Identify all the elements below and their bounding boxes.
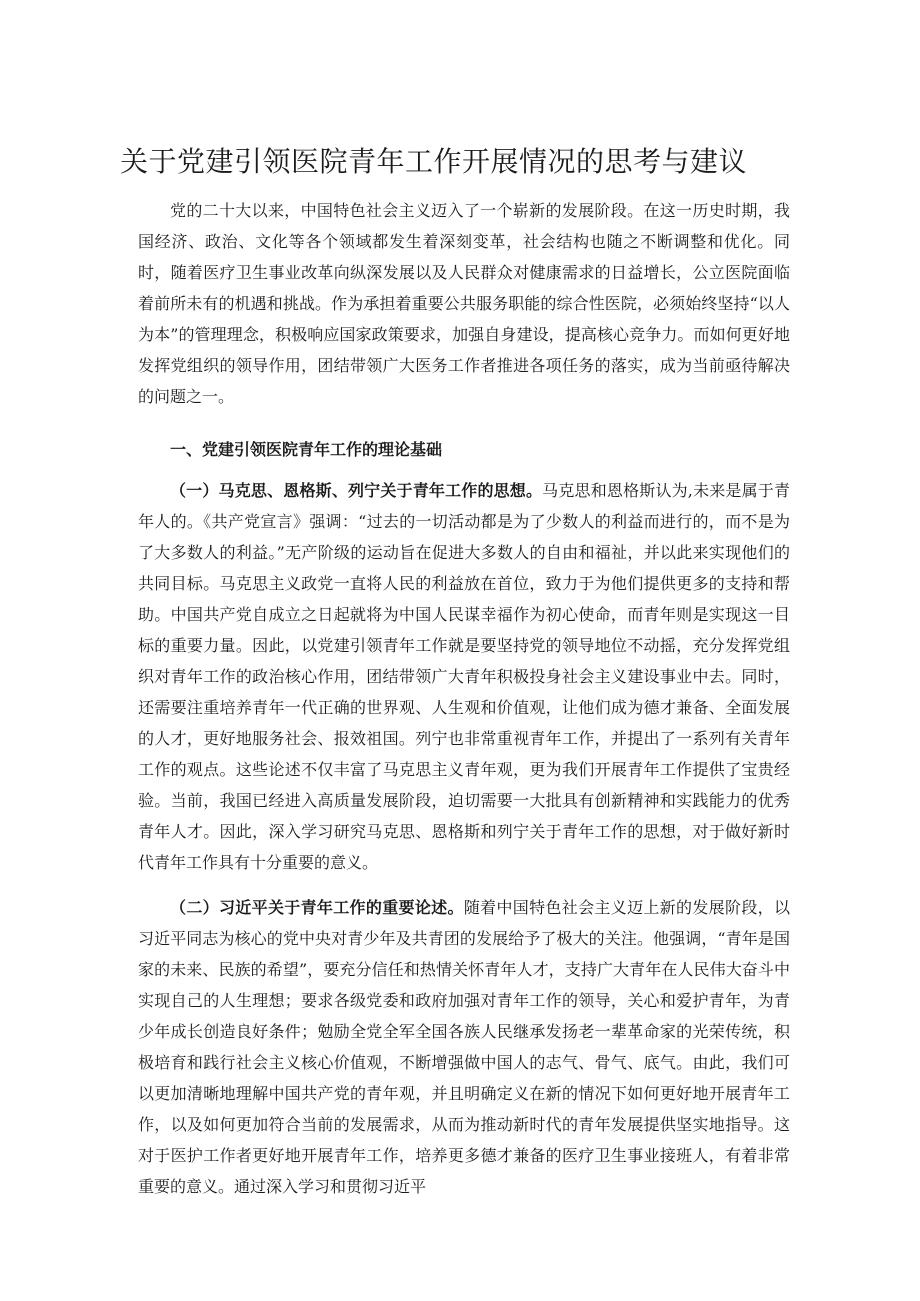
section-heading-1: 一、党建引领医院青年工作的理论基础 bbox=[170, 440, 443, 459]
subsection-1-text: 马克思和恩格斯认为,未来是属于青年人的。《共产党宣言》强调：“过去的一切活动都是为了少数人的利益而进行的，而不是为了大多数人的利益。”无产阶级的运动旨在促进大多数人的自由和福祉，并以此来实现他们的共同目标。马克思主义政党一直将人民的利益放在首位，致力于为他们提供更多的支持和帮助。中国共产党自成立之日起就将为中国人民谋幸福作为初心使命，而青年则是实现这一目标的重要力量。因此，以党建引领青年工作就是要坚持党的领导地位不动摇，充分发挥党组织对青年工作的政治核心作用，团结带领广大青年积极投身社会主义建设事业中去。同时，还需要注重培养青年一代正确的世界观、人生观和价值观，让他们成为德才兼备、全面发展的人才，更好地服务社会、报效祖国。列宁也非常重视青年工作，并提出了一系列有关青年工作的观点。这些论述不仅丰富了马克思主义青年观，更为我们开展青年工作提供了宝贵经验。当前，我国已经进入高质量发展阶段，迫切需要一大批具有创新精神和实践能力的优秀青年人才。因此，深入学习研究马克思、恩格斯和列宁关于青年工作的思想，对于做好新时代青年工作具有十分重要的意义。 bbox=[138, 481, 790, 872]
subsection-1-lead: （一）马克思、恩格斯、列宁关于青年工作的思想。 bbox=[170, 481, 543, 500]
document-title: 关于党建引领医院青年工作开展情况的思考与建议 bbox=[120, 145, 748, 178]
subsection-2-lead: （二）习近平关于青年工作的重要论述。 bbox=[170, 898, 464, 917]
document-body bbox=[138, 195, 790, 1202]
subsection-2-paragraph bbox=[138, 892, 790, 1202]
subsection-2-text: 随着中国特色社会主义迈上新的发展阶段，以习近平同志为核心的党中央对青少年及共青团的发展给予了极大的关注。他强调，“青年是国家的未来、民族的希望”，要充分信任和热情关怀青年人才，支持广大青年在人民伟大奋斗中实现自己的人生理想；要求各级党委和政府加强对青年工作的领导，关心和爱护青年，为青少年成长创造良好条件；勉励全党全军全国各族人民继承发扬老一辈革命家的光荣传统，积极培育和践行社会主义核心价值观，不断增强做中国人的志气、骨气、底气。由此，我们可以更加清晰地理解中国共产党的青年观，并且明确定义在新的情况下如何更好地开展青年工作，以及如何更加符合当前的发展需求，从而为推动新时代的青年发展提供坚实地指导。这对于医护工作者更好地开展青年工作，培养更多德才兼备的医疗卫生事业接班人，有着非常重要的意义。通过深入学习和贯彻习近平 bbox=[138, 898, 790, 1196]
subsection-1-paragraph bbox=[138, 475, 790, 878]
intro-paragraph: 党的二十大以来，中国特色社会主义迈入了一个崭新的发展阶段。在这一历史时期，我国经济、政治、文化等各个领域都发生着深刻变革，社会结构也随之不断调整和优化。同时，随着医疗卫生事业改革向纵深发展以及人民群众对健康需求的日益增长，公立医院面临着前所未有的机遇和挑战。作为承担着重要公共服务职能的综合性医院，必须始终坚持“以人为本”的管理理念，积极响应国家政策要求，加强自身建设，提高核心竞争力。而如何更好地发挥党组织的领导作用，团结带领广大医务工作者推进各项任务的落实，成为当前亟待解决的问题之一。 bbox=[138, 201, 790, 406]
